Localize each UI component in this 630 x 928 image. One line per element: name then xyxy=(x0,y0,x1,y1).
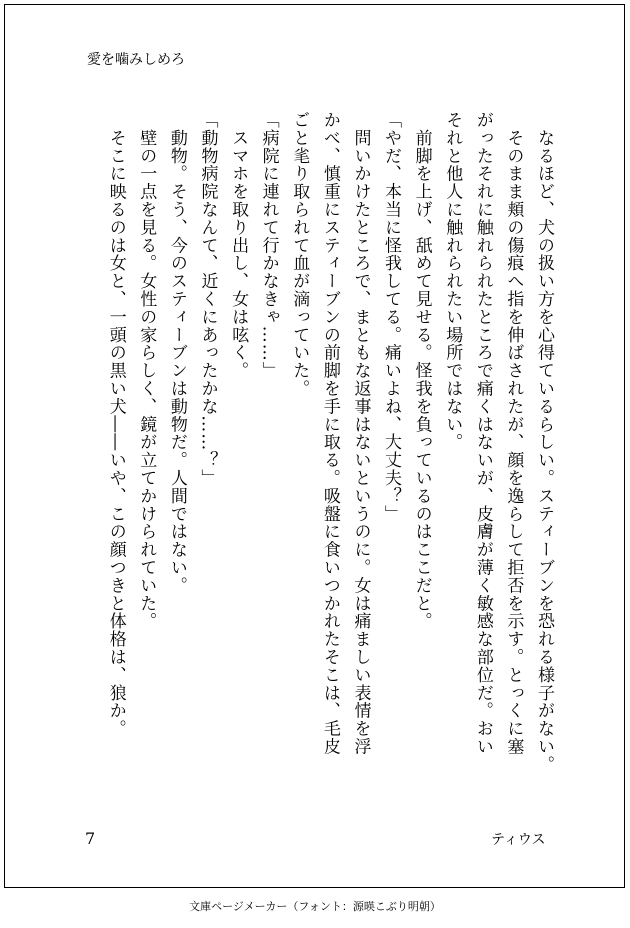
text-line: がったそれに触れられたところで痛くはないが、皮膚が薄く敏感な部位だ。おい xyxy=(472,111,493,756)
text-line: 「動物病院なんて、近くにあったかな……？」 xyxy=(197,111,218,487)
text-line: 前脚を上げ、舐めて見せる。怪我を負っているのはここだと。 xyxy=(411,111,432,631)
text-line: 「病院に連れて行かなきゃ……」 xyxy=(258,111,279,380)
chapter-name: ティウス xyxy=(491,832,546,848)
text-line: なるほど、犬の扱い方を心得ているらしい。スティーブンを恐れる様子がない。 xyxy=(534,111,554,774)
text-line: 動物。そう、今のスティーブンは動物だ。人間ではない。 xyxy=(166,111,187,595)
text-line: そこに映るのは女と、一頭の黒い犬――いや、この顔つきと体格は、狼か。 xyxy=(105,111,126,738)
text-line: そのまま頬の傷痕へ指を伸ばされたが、顔を逸らして拒否を示す。とっくに塞 xyxy=(503,111,524,756)
text-line: ごと毟り取られて血が滴っていた。 xyxy=(289,111,310,398)
generator-caption: 文庫ページメーカー（フォント：源暎こぶり明朝） xyxy=(189,900,441,913)
text-line: それと他人に触れられたい場所ではない。 xyxy=(442,111,463,452)
text-line: スマホを取り出し、女は呟く。 xyxy=(228,111,249,380)
page-number: 7 xyxy=(85,829,96,848)
book-title: 愛を噛みしめろ xyxy=(87,52,185,68)
text-line: 「やだ、本当に怪我してる。痛いよね、大丈夫？」 xyxy=(381,111,402,523)
text-line: 壁の一点を見る。女性の家らしく、鏡が立てかけられていた。 xyxy=(136,111,157,631)
body-text xyxy=(100,111,559,774)
page-frame xyxy=(4,4,625,888)
text-line: 問いかけたところで、まともな返事はないというのに。女は痛ましい表情を浮 xyxy=(350,111,371,756)
text-line: かべ、慎重にスティーブンの前脚を手に取る。吸盤に食いつかれたそこは、毛皮 xyxy=(319,111,340,756)
